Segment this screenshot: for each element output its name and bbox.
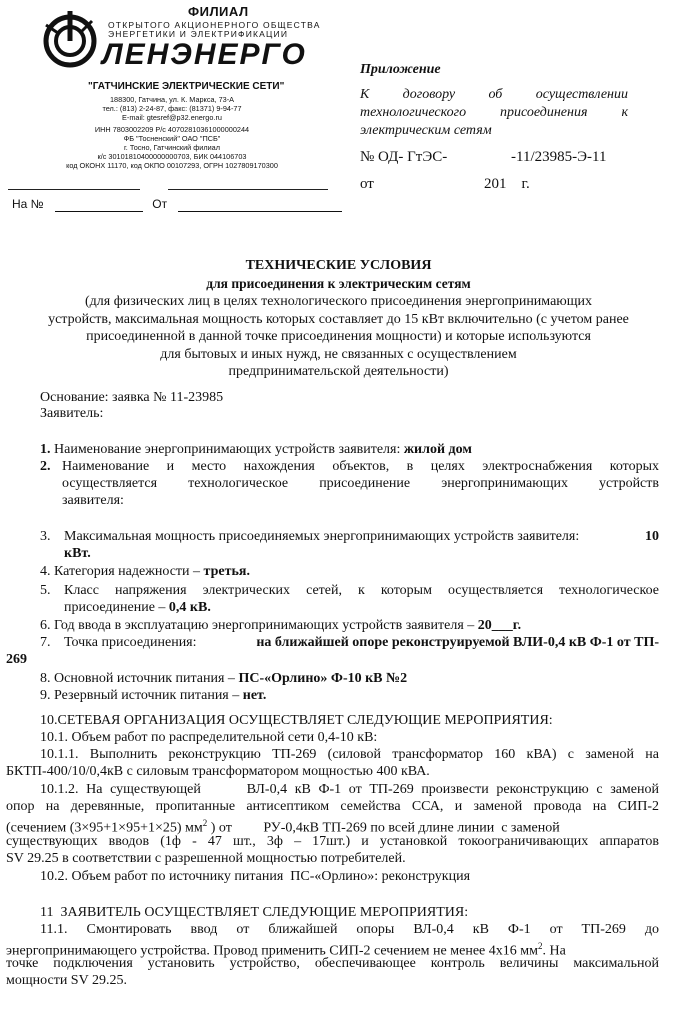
section-10-1-2-line2: опор на деревянные, пропитанные антисептиком семейства ССА, и заменой провода на СИП-2 [6, 799, 659, 814]
superscript: 2 [202, 818, 208, 828]
section-10-1-2-line4: существующих вводов (1ф - 47 шт., 3ф – 17шт.) и установкой токоограничивающих аппаратов [6, 834, 659, 849]
item-1 [40, 441, 472, 458]
letterhead-branch: "ГАТЧИНСКИЕ ЭЛЕКТРИЧЕСКИЕ СЕТИ" [88, 81, 285, 92]
letterhead-inn: ИНН 7803002209 Р/с 40702810361000000244 [94, 125, 250, 134]
letterhead-filial: ФИЛИАЛ [188, 4, 249, 19]
letterhead-address: 188300, Гатчина, ул. К. Маркса, 73-А [109, 95, 235, 104]
section-11-heading: 11 ЗАЯВИТЕЛЬ ОСУЩЕСТВЛЯЕТ СЛЕДУЮЩИЕ МЕРОПРИЯТИЯ: [40, 905, 469, 920]
appendix-word: технологического [360, 105, 467, 120]
item-text: Резервный источник питания – [54, 688, 240, 703]
item-value: нет. [242, 688, 267, 703]
item-value: третья. [203, 564, 250, 579]
appendix-date-year: 201 г. [484, 176, 530, 192]
item-2-line1: Наименование и место нахождения объектов, в целях электроснабжения которых [62, 459, 659, 474]
appendix-word: осуществлении [535, 87, 628, 102]
document-desc-2: устройств, максимальная мощность которых составляет до 15 кВт включительно (с учетом ранее [48, 312, 629, 327]
item-value: ПС-«Орлино» Ф-10 кВ №2 [238, 671, 408, 686]
item-value: жилой дом [403, 442, 472, 457]
item-value: на ближайшей опоре реконструируемой ВЛИ-0,4 кВ Ф-1 от ТП- [256, 635, 659, 650]
letterhead-brand: ЛЕНЭНЕРГО [102, 38, 307, 71]
lenenergo-logo-icon [42, 9, 100, 69]
item-4 [40, 563, 250, 580]
item-2-line2: осуществляется технологическое присоединение энергопринимающих устройств [62, 476, 659, 491]
section-10-heading: 10.СЕТЕВАЯ ОРГАНИЗАЦИЯ ОСУЩЕСТВЛЯЕТ СЛЕДУЮЩИЕ МЕРОПРИЯТИЯ: [40, 713, 553, 728]
appendix-line2 [360, 105, 628, 121]
appendix-line1 [360, 87, 628, 103]
item-number: 4. [40, 564, 51, 579]
line-text-b: . На [542, 943, 566, 959]
item-7-line1 [64, 634, 659, 651]
item-3-line1 [64, 528, 659, 545]
item-number: 6. [40, 618, 51, 633]
item-text: Категория надежности – [54, 564, 201, 579]
appendix-number-suffix: -11/23985-Э-11 [511, 149, 607, 165]
section-11-1-line3: точке подключения установить устройство, обеспечивающее контроль величины максимальной [6, 956, 659, 971]
separator-right [168, 189, 328, 190]
section-10-1-1-line2: БКТП-400/10/0,4кВ с силовым трансформатором мощностью 400 кВА. [6, 764, 430, 779]
item-number: 9. [40, 688, 51, 703]
section-10-1: 10.1. Объем работ по распределительной сети 0,4-10 кВ: [40, 730, 378, 745]
document-desc-3: присоединенной в данной точке присоединения мощности) и которые используются [86, 329, 591, 344]
section-11-1-line4: мощности SV 29.25. [6, 973, 127, 988]
na-blank [55, 197, 143, 212]
item-text: Точка присоединения: [64, 635, 197, 650]
item-7-number: 7. [40, 635, 51, 650]
item-2-line3: заявителя: [62, 493, 124, 508]
item-value: 20___г. [477, 618, 522, 633]
letterhead-bank: ФБ "Тосненский" ОАО "ПСБ" [123, 134, 221, 143]
separator-left [8, 189, 140, 190]
section-10-1-1-line1: 10.1.1. Выполнить реконструкцию ТП-269 (силовой трансформатор 160 кВА) с заменой на [40, 747, 659, 762]
section-10-1-2-line1: 10.1.2. На существующей ВЛ-0,4 кВ Ф-1 от ТП-269 произвести реконструкцию с заменой [40, 782, 659, 797]
applicant-label: Заявитель: [40, 406, 104, 421]
item-text: Максимальная мощность присоединяемых энергопринимающих устройств заявителя: [64, 529, 580, 544]
ot-label: От [152, 197, 168, 211]
appendix-word: присоединения [500, 105, 588, 120]
item-3-number: 3. [40, 529, 51, 544]
letterhead-codes: код ОКОНХ 11170, код ОКПО 00107293, ОГРН 1027809170300 [66, 161, 278, 170]
letterhead-account: к/с 30101810400000000703, БИК 044106703 [97, 152, 247, 161]
item-5-number: 5. [40, 583, 51, 598]
item-5-line1: Класс напряжения электрических сетей, к которым осуществляется технологическое [64, 583, 659, 598]
ot-blank [178, 197, 342, 212]
item-text: Основной источник питания – [54, 671, 235, 686]
item-5-line2 [64, 599, 211, 616]
item-value: 0,4 кВ. [168, 600, 211, 615]
na-label: На № [12, 197, 44, 211]
line-text: (сечением (3×95+1×95+1×25) мм [6, 820, 203, 836]
appendix-word: об [488, 87, 503, 102]
letterhead-phone: тел.: (813) 2-24-87, факс: (81371) 9-94-77 [102, 104, 242, 113]
line-text-a: энергопринимающего устройства. Провод применить СИП-2 сечением не менее 4х16 мм [6, 943, 538, 959]
appendix-word: договору [402, 87, 456, 102]
appendix-title: Приложение [360, 62, 441, 77]
item-text: присоединение – [64, 600, 166, 615]
superscript: 2 [537, 941, 543, 951]
item-7-line2: 269 [6, 652, 27, 667]
document-subtitle: для присоединения к электрическим сетям [206, 276, 471, 291]
item-9 [40, 687, 266, 704]
basis-text: Основание: заявка № 11-23985 [40, 390, 224, 405]
document-desc-1: (для физических лиц в целях технологического присоединения энергопринимающих [84, 294, 593, 309]
section-11-1-line1: 11.1. Смонтировать ввод от ближайшей опоры ВЛ-0,4 кВ Ф-1 от ТП-269 до [40, 922, 659, 937]
item-6 [40, 617, 521, 634]
section-10-1-2-line5: SV 29.25 в соответствии с разрешенной мощностью потребителей. [6, 851, 406, 866]
appendix-word: К [360, 87, 370, 102]
document-title: ТЕХНИЧЕСКИЕ УСЛОВИЯ [245, 258, 432, 273]
item-text: Год ввода в эксплуатацию энергопринимающих устройств заявителя – [54, 618, 475, 633]
item-2-number: 2. [40, 459, 51, 474]
section-10-2: 10.2. Объем работ по источнику питания ПС-«Орлино»: реконструкция [40, 869, 471, 884]
line-text: ) от РУ-0,4кВ ТП-269 по всей длине линии с заменой [210, 820, 560, 836]
item-value: 10 [645, 529, 659, 544]
document-desc-4: для бытовых и иных нужд, не связанных с осуществлением [160, 347, 517, 362]
letterhead-email: E-mail: gtesref@p32.energo.ru [122, 113, 222, 122]
appendix-date-ot: от [360, 176, 374, 192]
appendix-number-prefix: № ОД- ГтЭС- [360, 149, 448, 165]
na-field [12, 197, 342, 212]
appendix-line3: электрическим сетям [360, 123, 492, 138]
item-text: Наименование энергопринимающих устройств заявителя: [54, 442, 401, 457]
item-8 [40, 670, 407, 687]
item-number: 8. [40, 671, 51, 686]
item-number: 1. [40, 442, 51, 457]
appendix-word: к [621, 105, 628, 120]
document-desc-5: предпринимательской деятельности) [228, 364, 449, 379]
letterhead-org-line2: ЭНЕРГЕТИКИ И ЭЛЕКТРИФИКАЦИИ [108, 29, 289, 39]
letterhead-org-line1: ОТКРЫТОГО АКЦИОНЕРНОГО ОБЩЕСТВА [108, 20, 321, 30]
letterhead-bank-city: г. Тосно, Гатчинский филиал [124, 143, 220, 152]
item-3-unit: кВт. [64, 546, 91, 561]
